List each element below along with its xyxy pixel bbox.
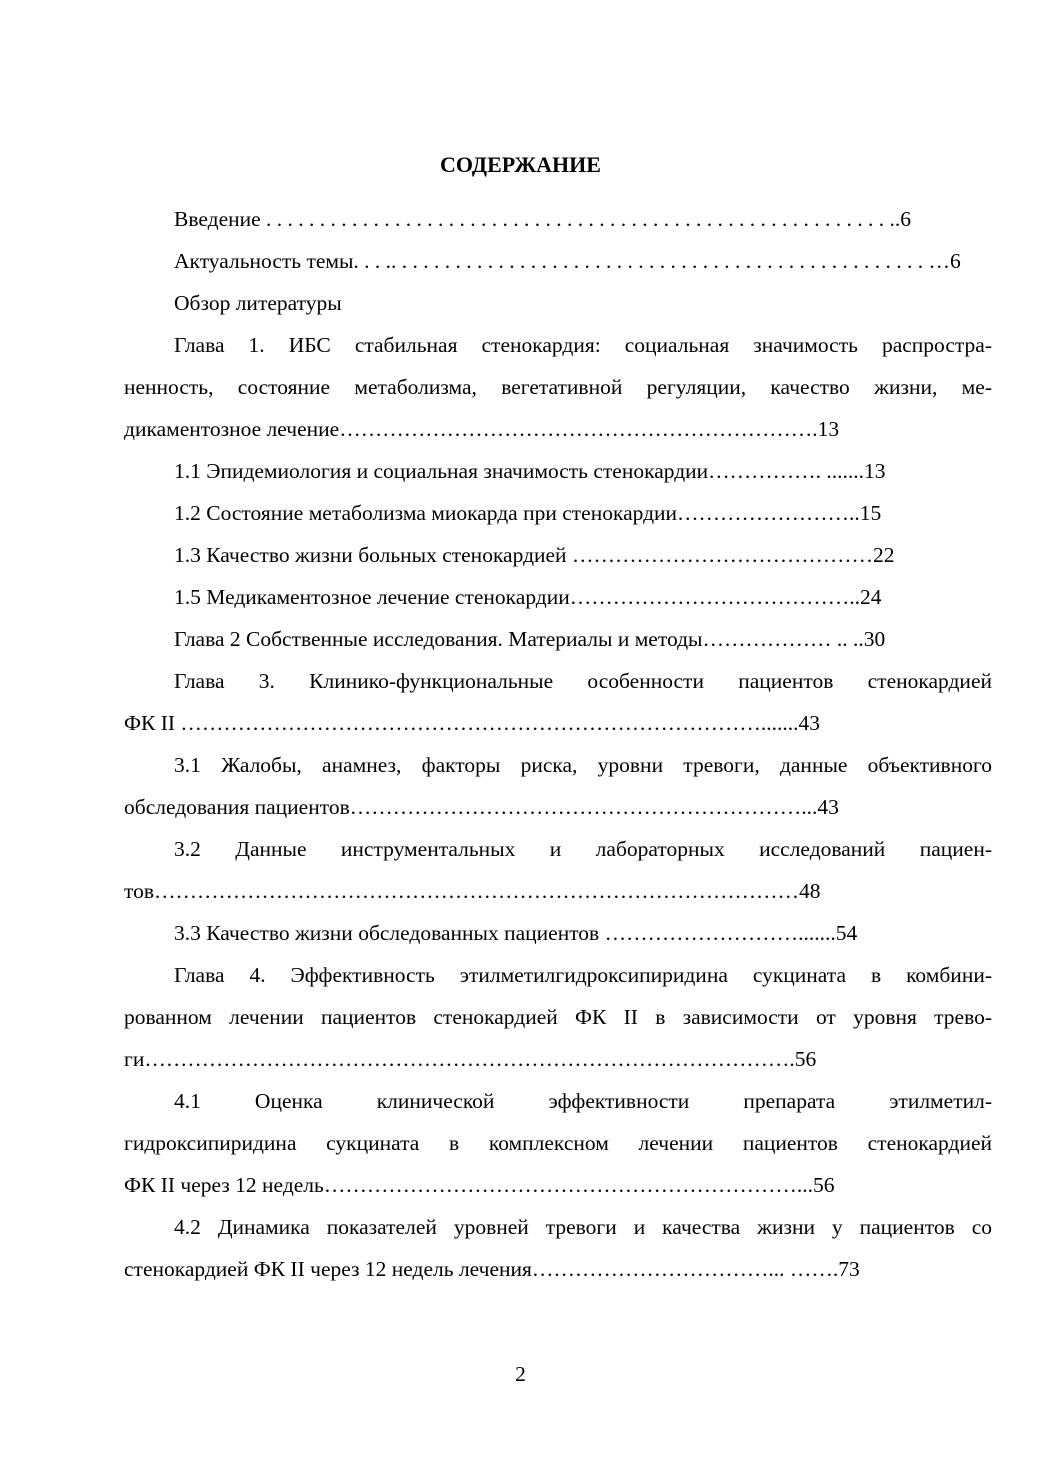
page-number: 2 (515, 1362, 526, 1386)
toc-entry: тов………………………………………………………………………………48 (124, 879, 821, 903)
toc-entry: ги……………………………………………………………………………….56 (124, 1047, 817, 1071)
toc-entry: Введение . . . . . . . . . . . . . . . . . . . . . . . . . . . . . . . . . . . . . . . . . . . . . . . . . . . . . . . . . . ..6 (174, 207, 912, 231)
toc-entry: дикаментозное лечение………………………………………………………….13 (124, 417, 840, 441)
toc-entry: 3.1 Жалобы, анамнез, факторы риска, уровни тревоги, данные объективного (174, 753, 992, 777)
toc-entry: Глава 2 Собственные исследования. Материалы и методы……………… .. ..30 (174, 627, 886, 651)
toc-entry: обследования пациентов………………………………………………………...43 (124, 795, 839, 819)
toc-entry: рованном лечении пациентов стенокардией ФК II в зависимости от уровня трево- (124, 1005, 992, 1029)
toc-entry: 4.1 Оценка клинической эффективности препарата этилметил- (174, 1089, 992, 1113)
table-of-contents (124, 198, 992, 1290)
toc-entry: 1.5 Медикаментозное лечение стенокардии…………………………………..24 (174, 585, 882, 609)
toc-entry: 1.3 Качество жизни больных стенокардией ……………………………………22 (174, 543, 895, 567)
toc-entry: Обзор литературы (174, 291, 342, 315)
toc-entry: Актуальность темы. . . .. . . . . . . . . . . . . . . . . . . . . . . . . . . . . . . . . . . . . . . . . . . . . . . . . . …6 (174, 249, 961, 273)
toc-entry: ФК II через 12 недель…………………………………………………………...56 (124, 1173, 835, 1197)
page-title: СОДЕРЖАНИЕ (440, 152, 601, 177)
toc-entry: 1.1 Эпидемиология и социальная значимость стенокардии……………. .......13 (174, 459, 886, 483)
toc-entry: ненность, состояние метаболизма, вегетативной регуляции, качество жизни, ме- (124, 375, 992, 399)
toc-entry: 4.2 Динамика показателей уровней тревоги и качества жизни у пациентов со (174, 1215, 992, 1239)
toc-entry: Глава 3. Клинико-функциональные особенности пациентов стенокардией (174, 669, 992, 693)
toc-entry: 1.2 Состояние метаболизма миокарда при стенокардии……………………..15 (174, 501, 882, 525)
toc-entry: 3.3 Качество жизни обследованных пациентов ……………………….......54 (174, 921, 858, 945)
toc-entry: Глава 4. Эффективность этилметилгидроксипиридина сукцината в комбини- (174, 963, 992, 987)
toc-entry: Глава 1. ИБС стабильная стенокардия: социальная значимость распростра- (174, 333, 992, 357)
toc-entry: стенокардией ФК II через 12 недель лечения……………………………... …….73 (124, 1257, 860, 1281)
toc-entry: 3.2 Данные инструментальных и лабораторных исследований пациен- (174, 837, 992, 861)
toc-entry: ФК II ……………………………………………………………………….......43 (124, 711, 821, 735)
toc-entry: гидроксипиридина сукцината в комплексном лечении пациентов стенокардией (124, 1131, 992, 1155)
